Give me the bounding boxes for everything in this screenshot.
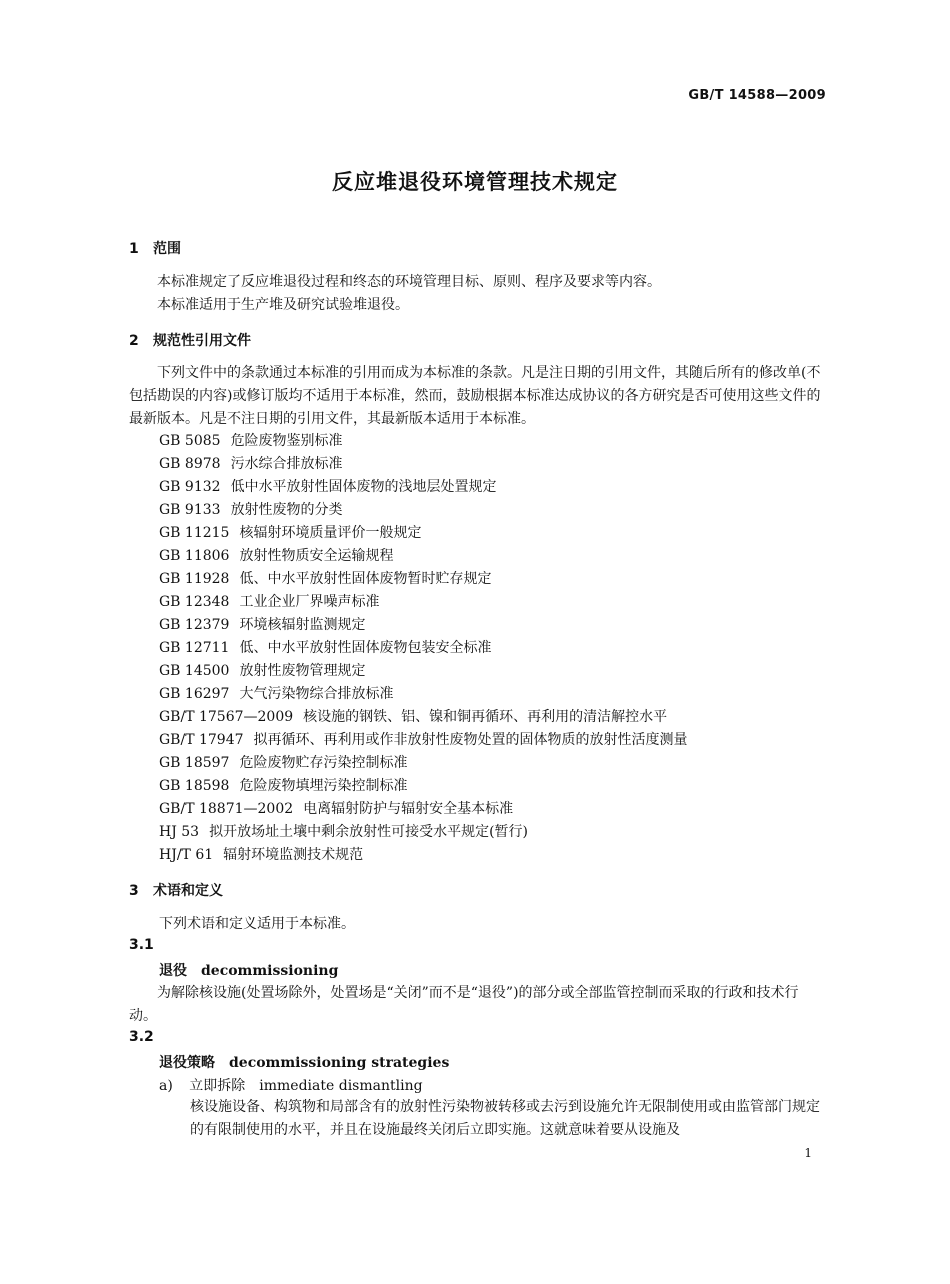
clause-number: 3.2: [129, 1029, 154, 1045]
item-label: a): [159, 1078, 173, 1094]
reference-code: HJ 53: [159, 824, 200, 840]
reference-title: 辐射环境监测技术规范: [223, 847, 364, 863]
reference-code: HJ/T 61: [159, 847, 214, 863]
reference-title: 危险废物鉴别标准: [230, 433, 343, 449]
reference-item: [159, 476, 688, 499]
reference-item: [159, 798, 688, 821]
section-number: 1: [129, 241, 139, 257]
reference-title: 危险废物填埋污染控制标准: [239, 778, 408, 794]
reference-item: [159, 775, 688, 798]
reference-item: [159, 568, 688, 591]
reference-title: 核辐射环境质量评价一般规定: [239, 525, 422, 541]
reference-item: [159, 729, 688, 752]
reference-item: [159, 453, 688, 476]
reference-item: [159, 430, 688, 453]
reference-item: [159, 844, 688, 867]
reference-code: GB 12711: [159, 640, 230, 656]
reference-code: GB 9133: [159, 502, 221, 518]
section-title: 规范性引用文件: [153, 333, 251, 349]
strategy-item-heading: [159, 1075, 423, 1095]
section-number: 2: [129, 333, 139, 349]
reference-title: 低中水平放射性固体废物的浅地层处置规定: [230, 479, 497, 495]
reference-title: 核设施的钢铁、铝、镍和铜再循环、再利用的清洁解控水平: [303, 709, 668, 725]
term-definition: 为解除核设施(处置场除外，处置场是“关闭”而不是“退役”)的部分或全部监管控制而采取的行政和技术行动。: [129, 985, 799, 1024]
reference-item: [159, 499, 688, 522]
reference-code: GB 12348: [159, 594, 230, 610]
reference-code: GB 14500: [159, 663, 230, 679]
reference-code: GB 16297: [159, 686, 230, 702]
reference-title: 大气污染物综合排放标准: [239, 686, 394, 702]
section-title: 术语和定义: [153, 883, 223, 899]
reference-title: 污水综合排放标准: [230, 456, 343, 472]
reference-item: [159, 752, 688, 775]
item-name-english: immediate dismantling: [259, 1078, 423, 1094]
page-number: 1: [804, 1146, 812, 1160]
reference-title: 工业企业厂界噪声标准: [239, 594, 380, 610]
term-entry: [159, 1052, 449, 1072]
reference-code: GB 18598: [159, 778, 230, 794]
reference-item: [159, 522, 688, 545]
reference-title: 低、中水平放射性固体废物包装安全标准: [239, 640, 492, 656]
term-english: decommissioning strategies: [229, 1055, 450, 1071]
item-description: 核设施设备、构筑物和局部含有的放射性污染物被转移或去污到设施允许无限制使用或由监管部门规定的有限制使用的水平，并且在设施最终关闭后立即实施。这就意味着要从设施及: [190, 1099, 820, 1138]
reference-title: 低、中水平放射性固体废物暂时贮存规定: [239, 571, 492, 587]
reference-code: GB 18597: [159, 755, 230, 771]
reference-code: GB 11806: [159, 548, 230, 564]
reference-code: GB/T 18871—2002: [159, 801, 294, 817]
reference-title: 放射性物质安全运输规程: [239, 548, 394, 564]
reference-code: GB 9132: [159, 479, 221, 495]
reference-code: GB 5085: [159, 433, 221, 449]
reference-list: [159, 430, 688, 867]
reference-item: [159, 660, 688, 683]
reference-code: GB/T 17947: [159, 732, 244, 748]
reference-code: GB 12379: [159, 617, 230, 633]
reference-title: 拟开放场址土壤中剩余放射性可接受水平规定(暂行): [209, 824, 529, 840]
standard-code: GB/T 14588—2009: [688, 88, 826, 103]
section-3-heading: [129, 880, 223, 900]
term-chinese: 退役: [159, 963, 187, 979]
terms-intro: 下列术语和定义适用于本标准。: [159, 916, 355, 932]
reference-item: [159, 637, 688, 660]
reference-title: 电离辐射防护与辐射安全基本标准: [303, 801, 514, 817]
reference-item: [159, 614, 688, 637]
document-title: 反应堆退役环境管理技术规定: [332, 170, 618, 194]
section-1-heading: [129, 238, 181, 258]
reference-title: 环境核辐射监测规定: [239, 617, 366, 633]
references-intro: 下列文件中的条款通过本标准的引用而成为本标准的条款。凡是注日期的引用文件，其随后所有的修改单(不包括勘误的内容)或修订版均不适用于本标准，然而，鼓励根据本标准达成协议的各方研究是否可使用这些文件的最新版本。凡是不注日期的引用文件，其最新版本适用于本标准。: [129, 365, 821, 427]
reference-item: [159, 706, 688, 729]
term-chinese: 退役策略: [159, 1055, 215, 1071]
clause-number: 3.1: [129, 937, 154, 953]
reference-code: GB 11928: [159, 571, 230, 587]
reference-item: [159, 545, 688, 568]
term-english: decommissioning: [201, 963, 339, 979]
scope-paragraph-1: 本标准规定了反应堆退役过程和终态的环境管理目标、原则、程序及要求等内容。: [157, 274, 661, 290]
reference-item: [159, 591, 688, 614]
section-title: 范围: [153, 241, 181, 257]
reference-title: 放射性废物管理规定: [239, 663, 366, 679]
reference-title: 危险废物贮存污染控制标准: [239, 755, 408, 771]
reference-code: GB 8978: [159, 456, 221, 472]
reference-code: GB/T 17567—2009: [159, 709, 294, 725]
reference-item: [159, 821, 688, 844]
reference-title: 放射性废物的分类: [230, 502, 343, 518]
section-2-heading: [129, 330, 251, 350]
section-number: 3: [129, 883, 139, 899]
reference-code: GB 11215: [159, 525, 230, 541]
term-entry: [159, 960, 338, 980]
scope-paragraph-2: 本标准适用于生产堆及研究试验堆退役。: [157, 297, 409, 313]
item-name-chinese: 立即拆除: [189, 1078, 246, 1094]
reference-item: [159, 683, 688, 706]
reference-title: 拟再循环、再利用或作非放射性废物处置的固体物质的放射性活度测量: [253, 732, 688, 748]
